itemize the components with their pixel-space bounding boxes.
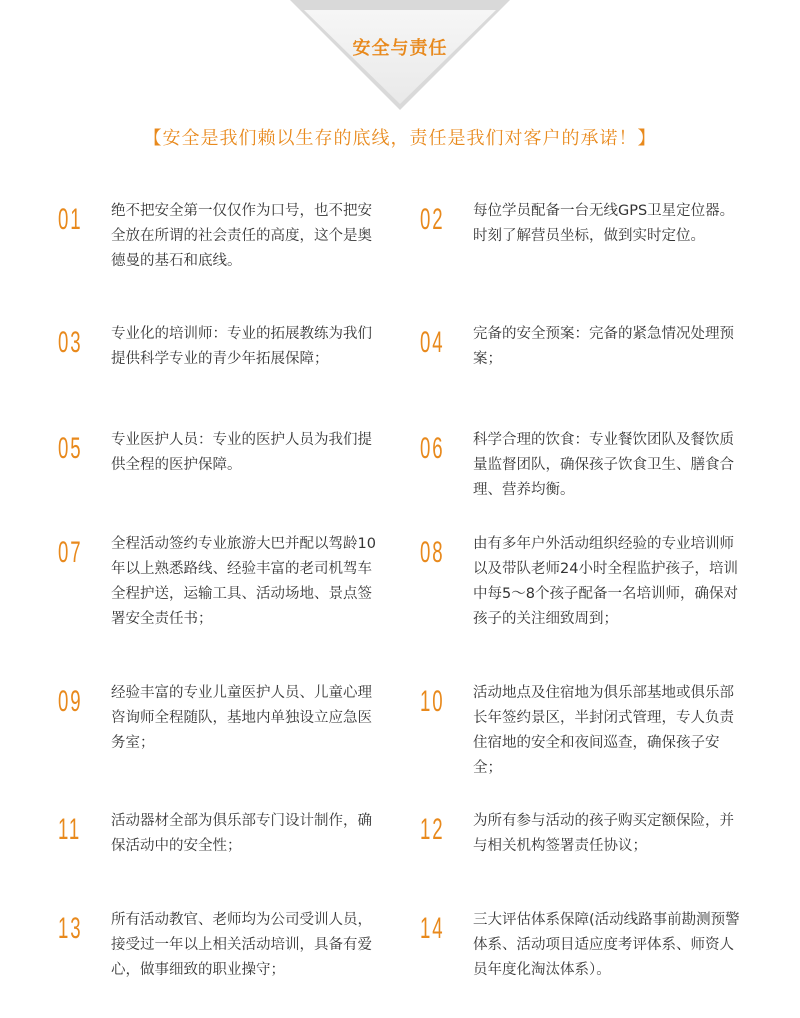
tagline: 【安全是我们赖以生存的底线，责任是我们对客户的承诺！】 <box>143 128 657 149</box>
item-number: 08 <box>420 536 445 569</box>
item-number: 10 <box>420 685 445 718</box>
item-text: 绝不把安全第一仅仅作为口号，也不把安全放在所谓的社会责任的高度，这个是奥德曼的基石和底线。 <box>111 203 372 269</box>
item-text: 由有多年户外活动组织经验的专业培训师以及带队老师24小时全程监护孩子，培训中每5～8个孩子配备一名培训师，确保对孩子的关注细致周到； <box>473 536 738 627</box>
item-number: 03 <box>58 326 83 359</box>
item-number: 05 <box>58 432 83 465</box>
item-number: 13 <box>58 912 83 945</box>
item-text: 活动器材全部为俱乐部专门设计制作，确保活动中的安全性； <box>111 813 372 854</box>
item-number: 14 <box>420 912 445 945</box>
item-text: 全程活动签约专业旅游大巴并配以驾龄10年以上熟悉路线、经验丰富的老司机驾车全程护送，运输工具、活动场地、景点签署安全责任书； <box>111 536 376 627</box>
item-number: 02 <box>420 203 445 236</box>
item-text: 专业化的培训师：专业的拓展教练为我们提供科学专业的青少年拓展保障； <box>111 326 372 367</box>
item-text: 每位学员配备一台无线GPS卫星定位器。时刻了解营员坐标，做到实时定位。 <box>473 203 735 244</box>
page-title: 安全与责任 <box>352 38 448 59</box>
item-text: 活动地点及住宿地为俱乐部基地或俱乐部长年签约景区，半封闭式管理，专人负责住宿地的安全和夜间巡查，确保孩子安全； <box>473 685 734 776</box>
item-number: 09 <box>58 685 83 718</box>
item-text: 经验丰富的专业儿童医护人员、儿童心理咨询师全程随队，基地内单独设立应急医务室； <box>111 685 372 751</box>
item-text: 三大评估体系保障(活动线路事前勘测预警体系、活动项目适应度考评体系、师资人员年度化淘汰体系）。 <box>473 912 740 978</box>
item-number: 06 <box>420 432 445 465</box>
item-text: 科学合理的饮食：专业餐饮团队及餐饮质量监督团队，确保孩子饮食卫生、膳食合理、营养均衡。 <box>473 432 734 498</box>
item-text: 专业医护人员：专业的医护人员为我们提供全程的医护保障。 <box>111 432 372 473</box>
item-text: 为所有参与活动的孩子购买定额保险，并与相关机构签署责任协议； <box>473 813 734 854</box>
item-number: 01 <box>58 203 83 236</box>
item-number: 11 <box>58 813 82 846</box>
item-text: 所有活动教官、老师均为公司受训人员，接受过一年以上相关活动培训，具备有爱心，做事细致的职业操守； <box>111 912 372 978</box>
item-number: 12 <box>420 813 445 846</box>
item-text: 完备的安全预案：完备的紧急情况处理预案； <box>473 326 734 367</box>
item-number: 04 <box>420 326 445 359</box>
header-banner <box>290 0 510 110</box>
item-number: 07 <box>58 536 83 569</box>
